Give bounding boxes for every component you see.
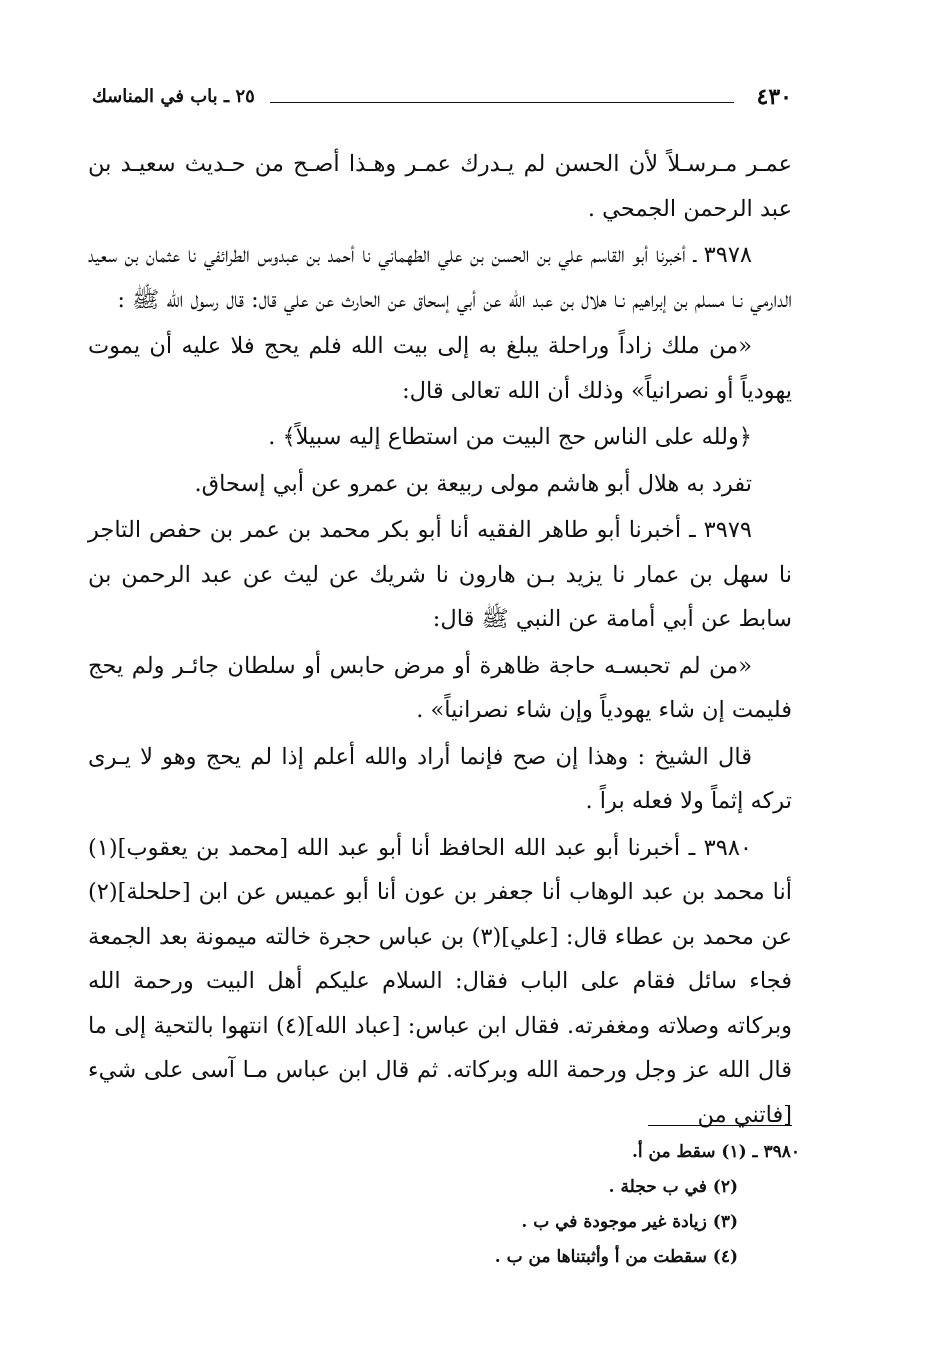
chapter-title: ٢٥ ـ باب في المناسك <box>92 86 255 107</box>
footnote-4: (٤) سقطت من أ وأثبتناها من ب . <box>494 1247 738 1267</box>
quran-verse: ﴿ولله على الناس حج البيت من استطاع إليه سبيلاً﴾ . <box>268 424 752 450</box>
main-text <box>88 142 792 1139</box>
footnote-1: ٣٩٨٠ ـ (١) سقط من أ. <box>631 1142 800 1162</box>
footnote-2: (٢) في ب حجلة . <box>608 1177 738 1197</box>
hadith-3979-text: «من لم تحبسـه حاجة ظاهرة أو مرض حابس أو سلطان جائـر ولم يحج فليمت إن شاء يهودياً وإن شاء نصرانياً» . <box>88 652 792 723</box>
hadith-3979: ٣٩٧٩ ـ أخبرنا أبو طاهر الفقيه أنا أبو بكر محمد بن عمر بن حفص التاجر نا سهل بن عمار نا يزيد بـن هارون نا شريك عن ليث عن عبد الرحمن بن سابط عن أبي أمامة عن النبي ﷺ قال: <box>88 517 792 632</box>
page-header <box>92 84 792 124</box>
page-number: ٤٣٠ <box>756 84 792 110</box>
commentary-3979: قال الشيخ : وهذا إن صح فإنما أراد والله أعلم إذا لم يحج وهو لا يـرى تركه إثماً ولا فعله براً . <box>88 743 792 814</box>
footnote-3: (٣) زيادة غير موجودة في ب . <box>521 1212 738 1232</box>
commentary-3978: تفرد به هلال أبو هاشم مولى ربيعة بن عمرو عن أبي إسحاق. <box>194 470 752 497</box>
footnote-divider <box>648 1125 792 1126</box>
hadith-3980: ٣٩٨٠ ـ أخبرنا أبو عبد الله الحافظ أنا أبو عبد الله [محمد بن يعقوب](١) أنا محمد بن عبد الوهاب أنا جعفر بن عون أنا أبو عميس عن ابن [حلحلة](٢) عن محمد بن عطاء قال: [علي](٣) بن عباس حجرة خالته ميمونة بعد الجمعة فجاء سائل فقام على الباب فقال: السلام عليكم أهل البيت ورحمة الله وبركاته وصلاته ومغفرته. فقال ابن عباس: [عباد الله](٤) انتهوا بالتحية إلى ما قال الله عز وجل ورحمة الله وبركاته. ثم قال ابن عباس مـا آسى على شيء [فاتني من <box>88 834 792 1128</box>
header-divider <box>270 102 734 103</box>
hadith-3978: ٣٩٧٨ ـ أخبرنا أبو القاسم علي بن الحسن بن علي الطهماني نا أحمد بن عبدوس الطرائفي نا عثمان بن سعيد الدارمي نـا مسلم بن إبراهيم نـا هلال بن عبد الله عن أبي إسحاق عن الحارث عن علي قال: قال رسول الله ﷺ : <box>88 242 792 313</box>
hadith-3978-text: «من ملك زاداً وراحلة يبلغ به إلى بيت الله فلم يحج فلا عليه أن يموت يهودياً أو نصرانياً» وذلك أن الله تعالى قال: <box>88 333 792 404</box>
footnotes <box>370 1135 800 1275</box>
paragraph-continuation: عمـر مـرسـلاً لأن الحسن لم يـدرك عمـر وهـذا أصـح من حـديث سعيـد بن عبد الرحمن الجمحي . <box>88 151 792 222</box>
